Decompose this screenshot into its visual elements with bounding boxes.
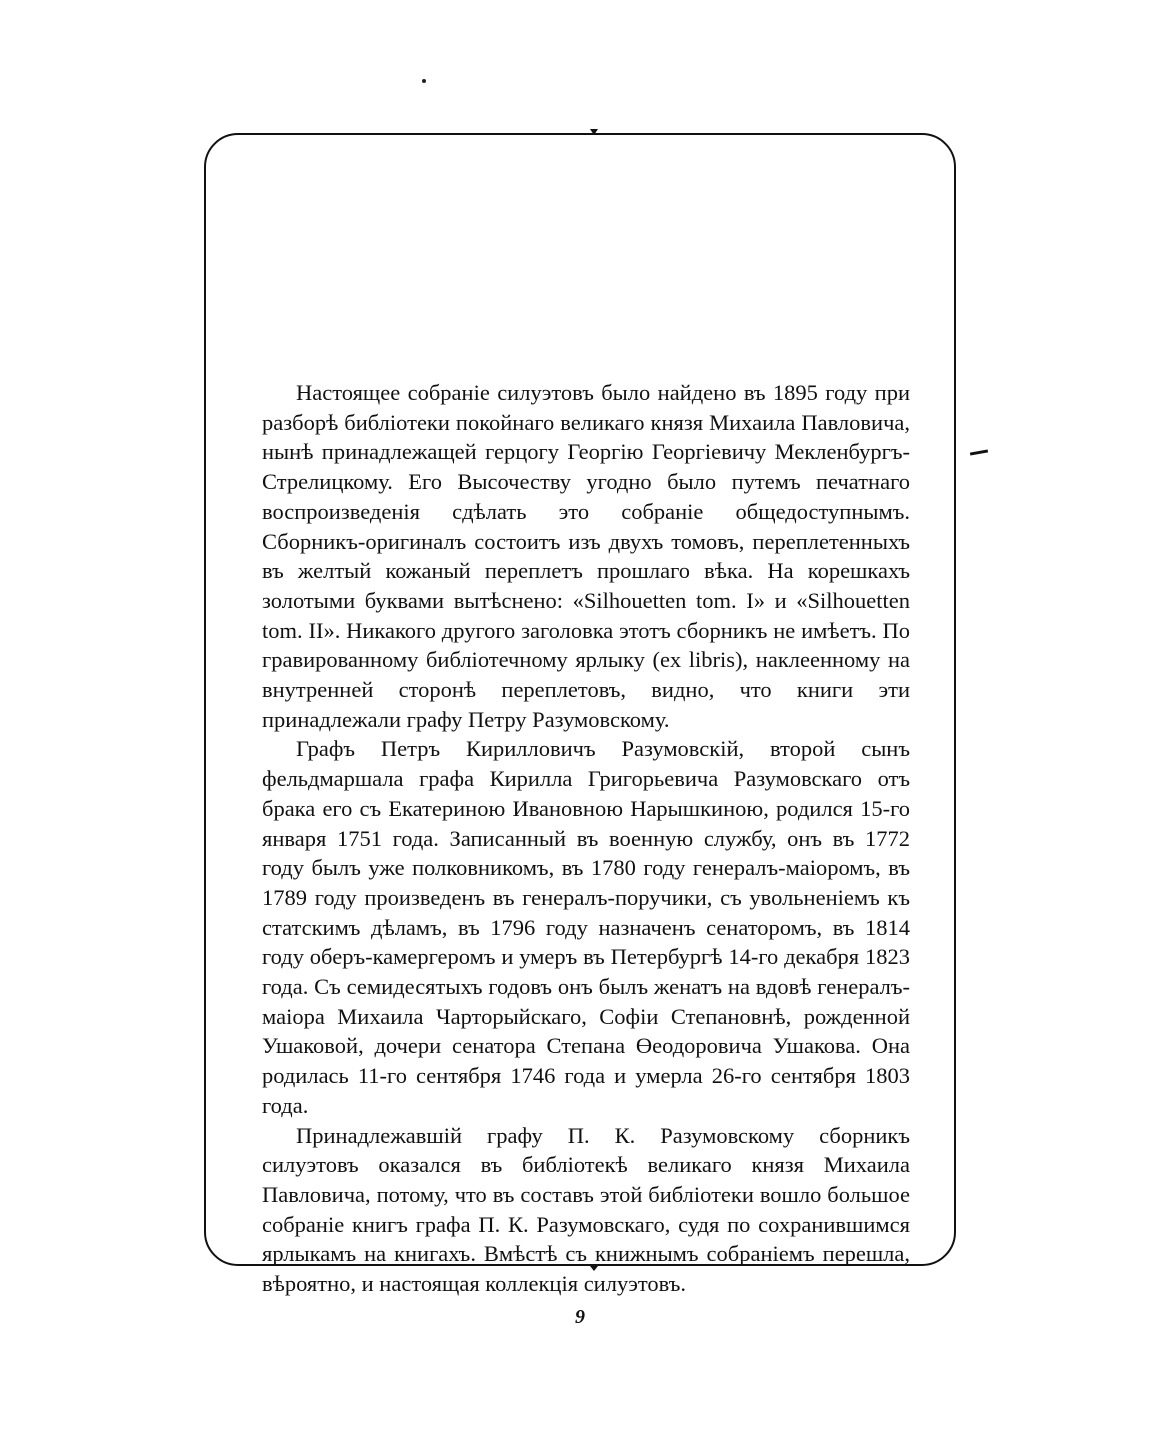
page-number: 9 <box>575 1306 585 1328</box>
paragraph-2: Графъ Петръ Кирилловичъ Разумовскій, второй сынъ фельдмаршала графа Кирилла Григорьевича Разумовскаго отъ брака его съ Екатериною Ивановною Нарышкиною, родился 15-го января 1751 года. Записанный въ военную службу, онъ въ 1772 году былъ уже полковникомъ, въ 1780 году генералъ-маіоромъ, въ 1789 году произведенъ въ генералъ-поручики, съ увольненіемъ къ статскимъ дѣламъ, въ 1796 году назначенъ сенаторомъ, въ 1814 году оберъ-камергеромъ и умеръ въ Петербургѣ 14-го декабря 1823 года. Съ семидесятыхъ годовъ онъ былъ женатъ на вдовѣ генералъ-маіора Михаила Чарторыйскаго, Софіи Степановнѣ, рожденной Ушаковой, дочери сенатора Степана Өеодоровича Ушакова. Она родилась 11-го сентября 1746 года и умерла 26-го сентября 1803 года. <box>262 736 910 1118</box>
body-text <box>262 378 910 1299</box>
ink-speck <box>422 79 426 83</box>
paragraph-1: Настоящее собраніе силуэтовъ было найдено въ 1895 году при разборѣ библіотеки покойнаго великаго князя Михаила Павловича, нынѣ принадлежащей герцогу Георгію Георгіевичу Мекленбургъ-Стрелицкому. Его Высочеству угодно было путемъ печатнаго воспроизведенія сдѣлать это собраніе общедоступнымъ. Сборникъ-оригиналъ состоитъ изъ двухъ томовъ, переплетенныхъ въ желтый кожаный переплетъ прошлаго вѣка. На корешкахъ золотыми буквами вытѣснено: «Silhouetten tom. I» и «Silhouetten tom. II». Никакого другого заголовка этотъ сборникъ не имѣетъ. По гравированному библіотечному ярлыку (ex libris), наклеенному на внутренней сторонѣ переплетовъ, видно, что книги эти принадлежали графу Петру Разумовскому. <box>262 380 910 732</box>
paragraph-3: Принадлежавшій графу П. К. Разумовскому сборникъ силуэтовъ оказался въ библіотекѣ великаго князя Михаила Павловича, потому, что въ составъ этой библіотеки вошло большое собраніе книгъ графа П. К. Разумовскаго, судя по сохранившимся ярлыкамъ на книгахъ. Вмѣстѣ съ книжнымъ собраніемъ перешла, вѣроятно, и настоящая коллекція силуэтовъ. <box>262 1122 910 1297</box>
margin-mark <box>970 449 988 455</box>
